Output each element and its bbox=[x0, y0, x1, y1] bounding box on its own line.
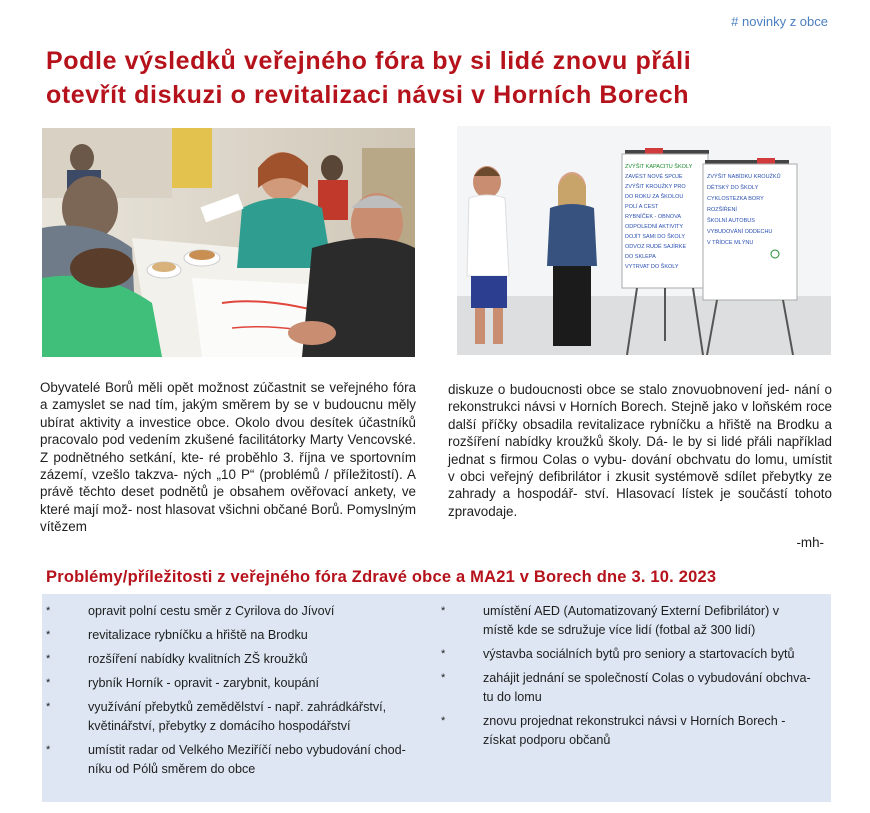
list-item-text: rozšíření nabídky kvalitních ZŠ kroužků bbox=[88, 652, 308, 666]
list-item-text: rybník Horník - opravit - zarybnit, koupání bbox=[88, 676, 319, 690]
article-headline bbox=[46, 44, 836, 112]
bullet-icon: * bbox=[46, 744, 51, 756]
list-item bbox=[441, 712, 821, 750]
flipchart-left-line: DO SKLEPA bbox=[625, 254, 656, 260]
paragraph-line: dování obchvatu do lomu, umístit v obci veřejný defibrilátor i bbox=[448, 451, 832, 485]
problem-list-left bbox=[46, 602, 436, 784]
paragraph-line: nost hlasovat všichni občané Borů. Pomyslným vítězem bbox=[40, 501, 417, 535]
list-item-text: výstavba sociálních bytů pro seniory a startovacích bytů bbox=[483, 647, 795, 661]
paragraph-line: facilitátorky Marty Vencovské. Z podnětného setkání, kte- bbox=[40, 432, 416, 465]
bullet-icon: * bbox=[441, 605, 446, 617]
flipchart-left-line: RYBNÍČEK - OBNOVA bbox=[625, 214, 682, 220]
flipchart-left-line: ZAVÉST NOVÉ SPOJE bbox=[625, 174, 683, 180]
list-item bbox=[46, 626, 436, 645]
flipchart-left-line: ZVÝŠIT KAPACITU ŠKOLY bbox=[625, 164, 693, 170]
paragraph-line: nání o rekonstrukci návsi v Horních Borech. Stejně jako bbox=[448, 382, 832, 415]
list-item bbox=[441, 602, 821, 640]
bullet-icon: * bbox=[441, 715, 446, 727]
flipchart-right-line: DĚTSKÝ DO ŠKOLY bbox=[707, 185, 759, 191]
flipchart-right-line: CYKLOSTEZKA BORY bbox=[707, 196, 764, 202]
paragraph-line: podnětů je obsahem ověřovací ankety, ve které mají mož- bbox=[40, 484, 416, 517]
bullet-icon: * bbox=[46, 701, 51, 713]
author-signature: -mh- bbox=[796, 535, 824, 550]
flipchart-illustration bbox=[457, 126, 831, 355]
flipchart-right-line: VYBUDOVÁNÍ ODDECHU bbox=[707, 229, 773, 235]
list-item-text: místě kde se sdružuje více lidí (fotbal až 300 lidí) bbox=[483, 623, 756, 637]
bullet-icon: * bbox=[46, 677, 51, 689]
list-item bbox=[46, 602, 436, 621]
workshop-photo bbox=[42, 128, 415, 357]
list-item bbox=[46, 650, 436, 669]
flipchart-left-line: ODPOLEDNÍ AKTIVITY bbox=[625, 224, 684, 230]
problem-list-right bbox=[441, 602, 821, 755]
list-item-text: umístění AED (Automatizovaný Externí Defibrilátor) v bbox=[483, 604, 780, 618]
headline-line: otevřít diskuzi o revitalizaci návsi v Horních Borech bbox=[46, 81, 690, 109]
list-item-text: květinářství, přebytky z domácího hospodářství bbox=[88, 719, 351, 733]
article-column-left bbox=[40, 379, 416, 536]
flipchart-right-line: V TŘÍDCE MLÝNU bbox=[707, 240, 754, 246]
headline-line: Podle výsledků veřejného fóra by si lidé znovu přáli bbox=[46, 47, 692, 75]
paragraph-line: a hřiště na Brodku a rozšíření nabídky kroužků školy. Dá- bbox=[448, 416, 832, 450]
paragraph-line: v loňském roce další příčky obsadila revitalizace rybníčku bbox=[448, 399, 833, 432]
bullet-icon: * bbox=[46, 605, 51, 617]
list-item bbox=[441, 645, 821, 664]
paragraph-line: zkusit systémově sdílet přebytky ze zahrady a hospodář- bbox=[448, 469, 832, 502]
flipchart-left-line: ZVÝŠIT KROUŽKY PRO bbox=[625, 184, 686, 190]
list-item-text: získat podporu občanů bbox=[483, 733, 611, 747]
list-item-text: revitalizace rybníčku a hřiště na Brodku bbox=[88, 628, 308, 642]
list-item bbox=[46, 741, 436, 779]
flipchart-right-line: ŠKOLNÍ AUTOBUS bbox=[707, 218, 755, 224]
list-item-text: využívání přebytků zemědělství - např. zahrádkářství, bbox=[88, 700, 387, 714]
list-item bbox=[46, 698, 436, 736]
bullet-icon: * bbox=[441, 672, 446, 684]
paragraph-line: ré proběhlo 3. října ve sportovním zázemí, vzešlo takzva- bbox=[40, 449, 416, 483]
list-item-text: opravit polní cestu směr z Cyrilova do Jívoví bbox=[88, 604, 335, 618]
section-tag[interactable]: # novinky z obce bbox=[731, 14, 828, 29]
flipchart-left-line: ODVOZ RUDÉ SAJÍRKE bbox=[625, 244, 687, 250]
list-item bbox=[46, 674, 436, 693]
bullet-icon: * bbox=[46, 629, 51, 641]
flipchart-left-line: DOJÍT SAMI DO ŠKOLY bbox=[625, 234, 686, 240]
bullet-icon: * bbox=[441, 648, 446, 660]
list-item-text: tu do lomu bbox=[483, 690, 542, 704]
flipchart-right-line: ROZŠÍŘENÍ bbox=[707, 207, 737, 213]
flipchart-right-line: ZVÝŠIT NABÍDKU KROUŽKŮ bbox=[707, 174, 781, 180]
bullet-icon: * bbox=[46, 653, 51, 665]
list-item-text: zahájit jednání se společností Colas o vybudování obchva- bbox=[483, 671, 811, 685]
list-heading: Problémy/příležitosti z veřejného fóra Zdravé obce a MA21 v Borech dne 3. 10. 2023 bbox=[46, 568, 717, 586]
list-item bbox=[441, 669, 821, 707]
paragraph-line: dvou desítek účastníků pracovalo pod vedením zkušené bbox=[40, 414, 416, 448]
paragraph-line: ných „10 P“ (problémů / příležitostí). A právě těchto deset bbox=[40, 467, 416, 500]
paragraph-line: Obyvatelé Borů měli opět možnost zúčastnit se veřejného bbox=[40, 380, 389, 395]
flipchart-left-line: POLÍ A CEST bbox=[625, 204, 659, 210]
paragraph-line: ství. Hlasovací lístek je součástí tohoto zpravodaje. bbox=[448, 486, 832, 519]
paragraph-line: fóra a zamyslet se nad tím, jakým směrem by se bbox=[40, 380, 416, 413]
list-item-text: znovu projednat rekonstrukci návsi v Horních Borech - bbox=[483, 714, 786, 728]
flipchart-left-line: DO ROKU ZA ŠKOLOU bbox=[625, 194, 684, 200]
paragraph-line: v budoucnu měly ubírat aktivity a investice obce. Okolo bbox=[40, 397, 417, 430]
list-item-text: níku od Pólů směrem do obce bbox=[88, 762, 256, 776]
flipchart-left-line: VYTRVAT DO ŠKOLY bbox=[625, 264, 679, 270]
article-column-right bbox=[448, 381, 832, 520]
paragraph-line: diskuze o budoucnosti obce se stalo znovuobnovení jed- bbox=[448, 382, 790, 397]
paragraph-line: le by si lidé přáli například jednat s firmou Colas o vybu- bbox=[448, 434, 833, 467]
flipchart-photo bbox=[457, 126, 831, 355]
workshop-illustration bbox=[42, 128, 415, 357]
list-item-text: umístit radar od Velkého Meziříčí nebo vybudování chod- bbox=[88, 743, 406, 757]
